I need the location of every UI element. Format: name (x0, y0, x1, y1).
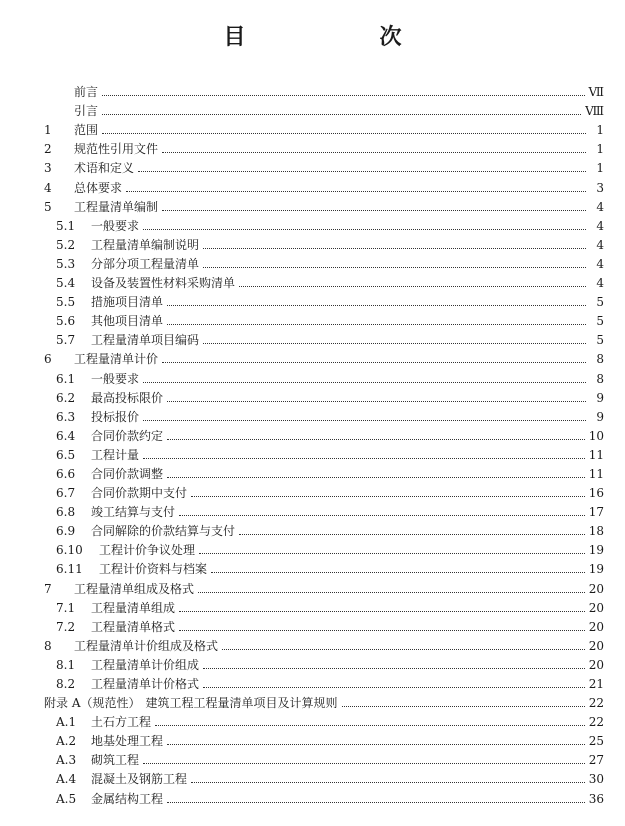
toc-entry[interactable] (44, 309, 604, 328)
toc-entry-number: A.4 (56, 772, 77, 787)
toc-entry-label: 合同价款调整 (91, 466, 164, 481)
toc-entry-page: 19 (588, 543, 604, 558)
toc-entry-page: 5 (596, 333, 604, 348)
toc-entry-page: 3 (596, 180, 604, 195)
toc-entry-label: 土石方工程 (91, 715, 152, 730)
dot-leader (179, 515, 585, 516)
toc-entry-number: 8 (44, 638, 52, 653)
toc-entry-number: 6.4 (56, 428, 76, 443)
dot-leader (167, 401, 586, 402)
toc-entry[interactable] (44, 366, 604, 385)
toc-entry[interactable] (44, 710, 604, 729)
dot-leader (203, 343, 586, 344)
toc-entry-label: 设备及装置性材料采购清单 (91, 276, 236, 291)
toc-entry-number: 7.2 (56, 619, 76, 634)
toc-entry[interactable] (44, 347, 604, 366)
toc-entry-number: 7.1 (56, 600, 76, 615)
toc-entry-label: 总体要求 (74, 180, 123, 195)
dot-leader (162, 210, 586, 211)
toc-entry-number: A.1 (56, 715, 77, 730)
toc-entry-page: 5 (596, 314, 604, 329)
toc-entry-label: 建筑工程工程量清单项目及计算规则 (145, 696, 338, 711)
toc-entry[interactable] (44, 538, 604, 557)
toc-entry[interactable] (44, 576, 604, 595)
dot-leader (167, 802, 585, 803)
table-of-contents (44, 80, 604, 806)
toc-entry-label: 金属结构工程 (91, 791, 164, 806)
toc-entry-number: 6.3 (56, 409, 76, 424)
toc-entry-number: 3 (44, 161, 52, 176)
toc-entry-number: 8.2 (56, 677, 76, 691)
dot-leader (102, 114, 581, 115)
dot-leader (102, 95, 584, 96)
dot-leader (179, 630, 585, 631)
toc-entry[interactable] (44, 99, 604, 118)
dot-leader (143, 229, 586, 230)
toc-entry-number: 7 (44, 581, 52, 596)
dot-leader (143, 420, 586, 421)
toc-entry[interactable] (44, 214, 604, 233)
dot-leader (191, 496, 585, 497)
dot-leader (102, 133, 586, 134)
toc-entry[interactable] (44, 386, 604, 405)
toc-entry-label: 混凝土及钢筋工程 (91, 772, 188, 787)
toc-entry[interactable] (44, 634, 604, 653)
toc-entry-number: 5.5 (56, 295, 76, 310)
toc-entry-label: 范围 (74, 123, 99, 138)
dot-leader (126, 191, 586, 192)
toc-entry-label: 投标报价 (91, 409, 140, 424)
dot-leader (143, 458, 585, 459)
toc-entry-page: 11 (588, 447, 604, 462)
toc-entry-page: 1 (596, 123, 604, 138)
toc-entry-number: 6.1 (56, 371, 76, 386)
toc-entry-label: 合同价款约定 (91, 428, 164, 443)
dot-leader (199, 553, 585, 554)
toc-entry[interactable] (44, 328, 604, 347)
toc-entry-page: 4 (596, 256, 604, 271)
toc-entry-page: 21 (588, 677, 604, 691)
toc-entry-number: 5.6 (56, 314, 76, 329)
toc-entry-number: 6.5 (56, 447, 76, 462)
toc-entry-label: 工程量清单组成及格式 (74, 581, 195, 596)
toc-entry-page: 22 (588, 696, 604, 711)
toc-entry-number: 5.4 (56, 276, 76, 291)
toc-entry-page: 22 (588, 715, 604, 730)
toc-entry-number: 1 (44, 123, 52, 138)
toc-entry-page: 9 (596, 409, 604, 424)
dot-leader (162, 362, 586, 363)
toc-entry-page: 9 (596, 390, 604, 405)
toc-entry[interactable] (44, 252, 604, 271)
toc-entry-label: 规范性引用文件 (74, 142, 159, 157)
toc-entry-number: 6.7 (56, 486, 76, 501)
toc-entry[interactable] (44, 519, 604, 538)
toc-entry[interactable] (44, 118, 604, 137)
toc-entry-page: 1 (596, 142, 604, 157)
toc-entry-label: 合同价款期中支付 (91, 486, 188, 501)
toc-entry-number: 6.11 (56, 562, 83, 577)
toc-entry-number: A.5 (56, 791, 77, 806)
toc-entry-label: 其他项目清单 (91, 314, 164, 329)
toc-entry-page: 27 (588, 753, 604, 768)
toc-entry-page: 4 (596, 218, 604, 233)
toc-entry-number: 5.3 (56, 256, 76, 271)
dot-leader (167, 439, 585, 440)
dot-leader (191, 782, 585, 783)
toc-entry-page: 4 (596, 237, 604, 252)
toc-entry[interactable] (44, 424, 604, 443)
dot-leader (138, 171, 586, 172)
dot-leader (342, 706, 585, 707)
toc-entry[interactable] (44, 405, 604, 424)
dot-leader (211, 572, 585, 573)
toc-entry-number: A.3 (56, 753, 77, 768)
toc-entry-number: 6.10 (56, 543, 83, 558)
toc-entry-number: 6.6 (56, 466, 76, 481)
toc-entry-page: 18 (588, 524, 604, 539)
toc-entry-page: 36 (588, 791, 604, 806)
page-title: 目 次 (223, 24, 432, 50)
toc-entry-page: 20 (588, 619, 604, 634)
toc-entry[interactable] (44, 481, 604, 500)
toc-entry[interactable] (44, 175, 604, 194)
toc-entry-number: A.2 (56, 734, 77, 749)
toc-entry[interactable] (44, 462, 604, 481)
toc-entry-label: 引言 (74, 104, 99, 119)
toc-entry[interactable] (44, 748, 604, 767)
toc-entry-number: 5.7 (56, 333, 76, 348)
toc-entry-label: 工程计价资料与档案 (99, 562, 208, 577)
dot-leader (222, 649, 585, 650)
toc-entry-number: 8.1 (56, 657, 76, 672)
toc-entry-page: 20 (588, 581, 604, 596)
toc-entry[interactable] (44, 691, 604, 710)
toc-entry[interactable] (44, 156, 604, 175)
toc-entry-label: 竣工结算与支付 (91, 505, 176, 520)
toc-entry-label: 工程量清单格式 (91, 619, 176, 634)
dot-leader (143, 763, 585, 764)
toc-entry[interactable] (44, 271, 604, 290)
dot-leader (167, 477, 585, 478)
toc-entry-label: 合同解除的价款结算与支付 (91, 524, 236, 539)
toc-entry-page: Ⅶ (588, 85, 604, 100)
toc-entry-number: 6.2 (56, 390, 76, 405)
toc-entry-label: 措施项目清单 (91, 295, 164, 310)
toc-entry[interactable] (44, 786, 604, 805)
toc-entry-number: 5.2 (56, 237, 76, 252)
dot-leader (162, 152, 586, 153)
dot-leader (198, 592, 585, 593)
toc-entry-label: 地基处理工程 (91, 734, 164, 749)
toc-entry-label: 工程量清单计价 (74, 352, 159, 367)
dot-leader (203, 687, 585, 688)
dot-leader (179, 611, 585, 612)
toc-entry[interactable] (44, 137, 604, 156)
toc-entry-label: 一般要求 (91, 218, 140, 233)
toc-entry[interactable] (44, 615, 604, 634)
toc-entry-number: 2 (44, 142, 52, 157)
toc-entry[interactable] (44, 290, 604, 309)
toc-entry-label: 工程量清单计价格式 (91, 677, 200, 691)
toc-entry-page: 4 (596, 276, 604, 291)
toc-entry-page: 30 (588, 772, 604, 787)
toc-entry-label: 工程计价争议处理 (99, 543, 196, 558)
dot-leader (203, 267, 586, 268)
toc-entry-label: 前言 (74, 85, 99, 100)
toc-entry-label: 砌筑工程 (91, 753, 140, 768)
toc-entry-page: 4 (596, 199, 604, 214)
toc-entry-page: Ⅷ (585, 104, 604, 119)
dot-leader (167, 744, 585, 745)
toc-entry-label: 一般要求 (91, 371, 140, 386)
toc-entry-label: 工程量清单编制说明 (91, 237, 200, 252)
toc-entry-page: 8 (596, 352, 604, 367)
toc-entry-page: 19 (588, 562, 604, 577)
dot-leader (167, 324, 586, 325)
toc-entry-label: 分部分项工程量清单 (91, 256, 200, 271)
toc-entry-number: 6 (44, 352, 52, 367)
toc-entry-label: 术语和定义 (74, 161, 135, 176)
toc-entry[interactable] (44, 500, 604, 519)
toc-entry[interactable] (44, 557, 604, 576)
toc-entry-number: 6.9 (56, 524, 76, 539)
toc-entry-page: 17 (588, 505, 604, 520)
toc-entry-label: 工程量清单项目编码 (91, 333, 200, 348)
dot-leader (203, 248, 586, 249)
toc-entry-label: 工程量清单编制 (74, 199, 159, 214)
toc-entry-number: 5 (44, 199, 52, 214)
toc-entry-number: 6.8 (56, 505, 76, 520)
toc-entry-page: 8 (596, 371, 604, 386)
toc-entry[interactable] (44, 596, 604, 615)
toc-entry[interactable] (44, 672, 604, 691)
dot-leader (167, 305, 586, 306)
toc-entry-label: 工程计量 (91, 447, 140, 462)
toc-entry-label: 工程量清单计价组成 (91, 657, 200, 672)
toc-entry[interactable] (44, 767, 604, 786)
toc-entry[interactable] (44, 80, 604, 99)
toc-entry[interactable] (44, 233, 604, 252)
toc-entry-number: 附录 A（规范性） (44, 696, 141, 711)
toc-entry-page: 11 (588, 466, 604, 481)
toc-entry-page: 1 (596, 161, 604, 176)
dot-leader (203, 668, 585, 669)
toc-entry-label: 工程量清单组成 (91, 600, 176, 615)
toc-entry-page: 5 (596, 295, 604, 310)
toc-entry[interactable] (44, 443, 604, 462)
dot-leader (143, 382, 586, 383)
toc-entry-page: 20 (588, 600, 604, 615)
toc-entry[interactable] (44, 729, 604, 748)
toc-entry-page: 25 (588, 734, 604, 749)
toc-entry-label: 最高投标限价 (91, 390, 164, 405)
dot-leader (239, 286, 586, 287)
dot-leader (239, 534, 585, 535)
toc-entry-page: 10 (588, 428, 604, 443)
dot-leader (155, 725, 585, 726)
toc-entry-number: 4 (44, 180, 52, 195)
toc-entry-page: 20 (588, 638, 604, 653)
toc-entry-label: 工程量清单计价组成及格式 (74, 638, 219, 653)
toc-entry-page: 20 (588, 657, 604, 672)
toc-entry-number: 5.1 (56, 218, 76, 233)
toc-entry[interactable] (44, 653, 604, 672)
toc-entry-page: 16 (588, 486, 604, 501)
toc-entry[interactable] (44, 195, 604, 214)
